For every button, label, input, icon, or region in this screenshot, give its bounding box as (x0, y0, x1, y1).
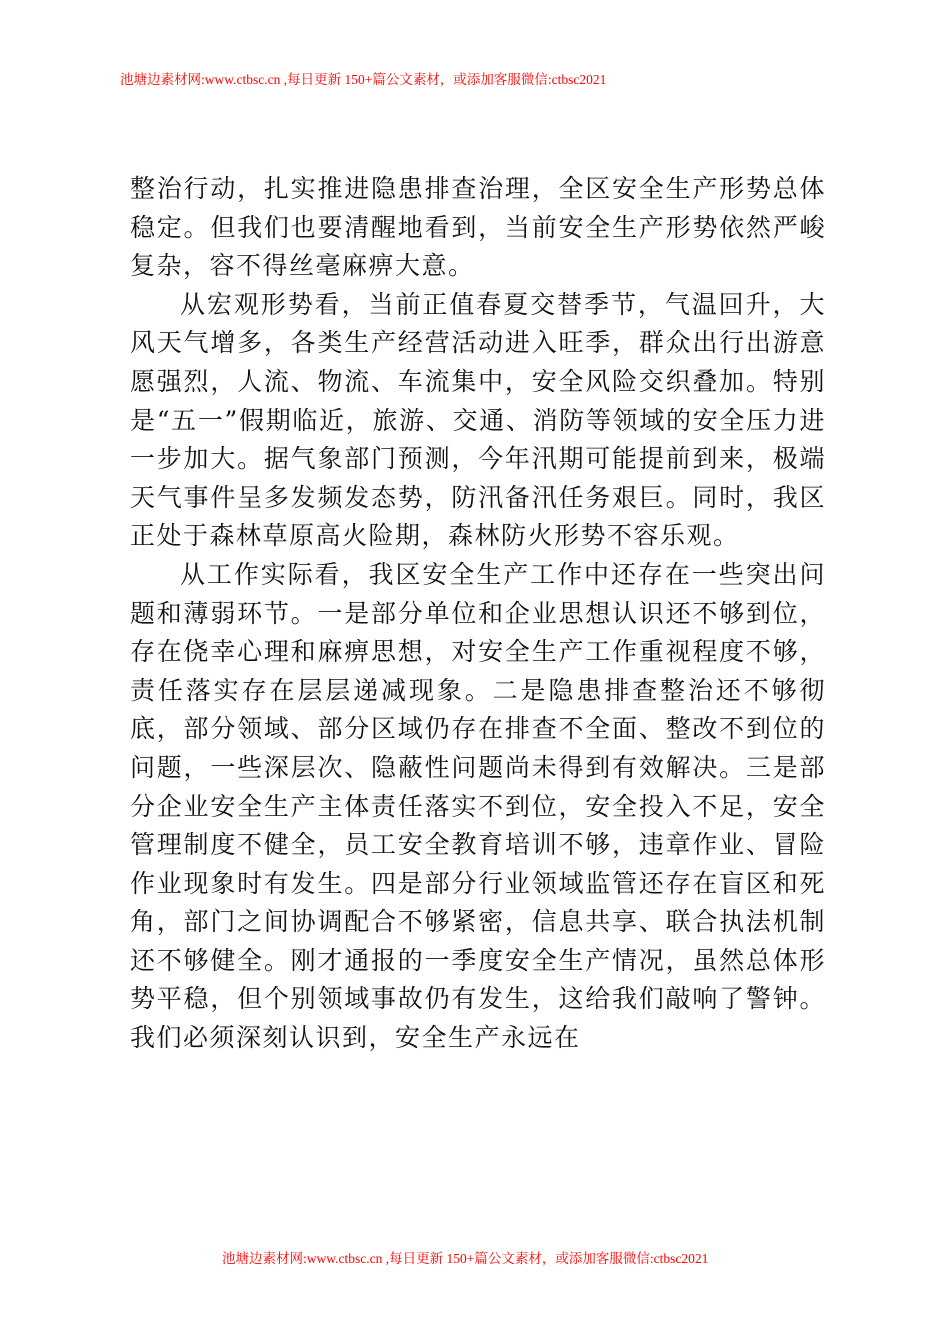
header-watermark-text: 池塘边素材网:www.ctbsc.cn ,每日更新 150+篇公文素材，或添加客服微信:ctbsc2021 (120, 72, 607, 87)
document-body (130, 170, 826, 1058)
paragraph-continuation: 整治行动，扎实推进隐患排查治理，全区安全生产形势总体稳定。但我们也要清醒地看到，当前安全生产形势依然严峻复杂，容不得丝毫麻痹大意。 (130, 174, 826, 281)
paragraph-macro-situation: 从宏观形势看，当前正值春夏交替季节，气温回升，大风天气增多，各类生产经营活动进入旺季，群众出行出游意愿强烈，人流、物流、车流集中，安全风险交织叠加。特别是“五一”假期临近，旅游、交通、消防等领域的安全压力进一步加大。据气象部门预测，今年汛期可能提前到来，极端天气事件呈多发频发态势，防汛备汛任务艰巨。同时，我区正处于森林草原高火险期，森林防火形势不容乐观。 (130, 289, 826, 551)
footer-watermark-text: 池塘边素材网:www.ctbsc.cn ,每日更新 150+篇公文素材，或添加客服微信:ctbsc2021 (222, 1251, 709, 1266)
paragraph-work-reality: 从工作实际看，我区安全生产工作中还存在一些突出问题和薄弱环节。一是部分单位和企业思想认识还不够到位，存在侥幸心理和麻痹思想，对安全生产工作重视程度不够，责任落实存在层层递减现象。二是隐患排查整治还不够彻底，部分领域、部分区域仍存在排查不全面、整改不到位的问题，一些深层次、隐蔽性问题尚未得到有效解决。三是部分企业安全生产主体责任落实不到位，安全投入不足，安全管理制度不健全，员工安全教育培训不够，违章作业、冒险作业现象时有发生。四是部分行业领域监管还存在盲区和死角，部门之间协调配合不够紧密，信息共享、联合执法机制还不够健全。刚才通报的一季度安全生产情况，虽然总体形势平稳，但个别领域事故仍有发生，这给我们敲响了警钟。我们必须深刻认识到，安全生产永远在 (130, 559, 826, 1053)
